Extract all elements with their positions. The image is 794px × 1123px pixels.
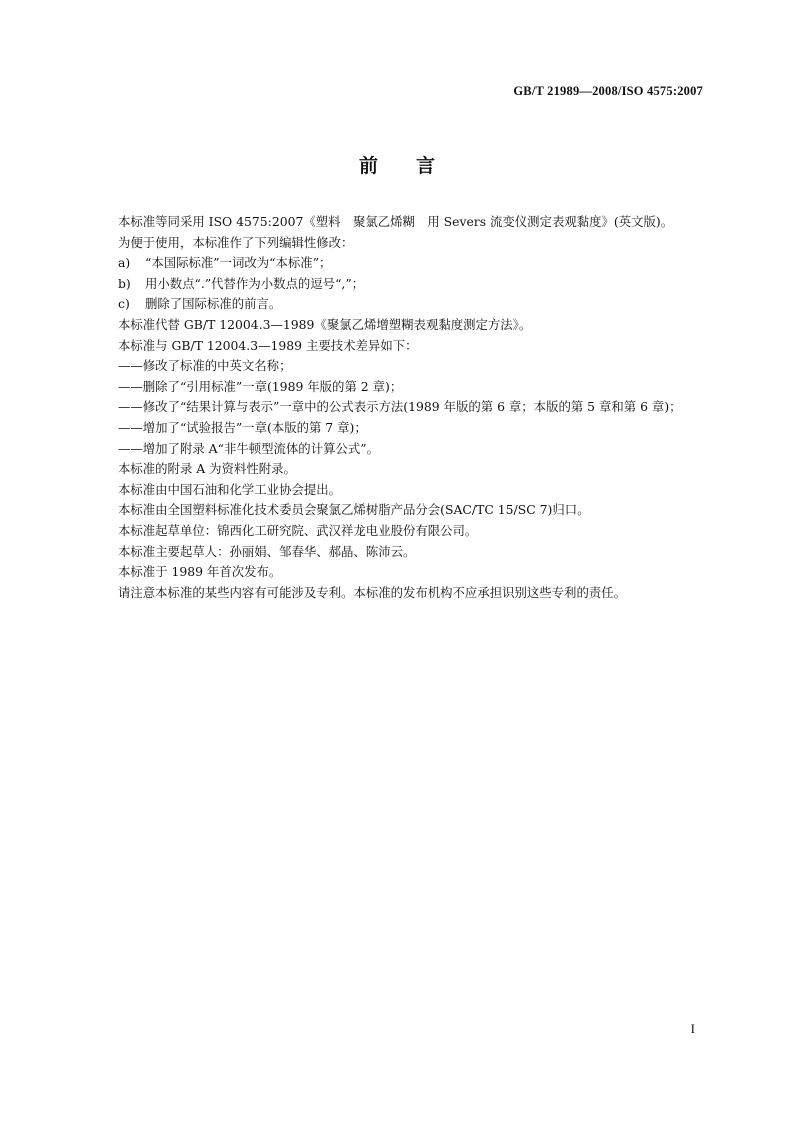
paragraph-edits-intro: 为便于使用，本标准作了下列编辑性修改： xyxy=(118,234,354,250)
paragraph-replaces: 本标准代替 GB/T 12004.3—1989《聚氯乙烯增塑糊表观黏度测定方法》。 xyxy=(118,316,532,332)
title-char-1: 前 xyxy=(358,155,378,177)
edit-item xyxy=(118,253,718,274)
edit-item-label: c) xyxy=(118,296,130,312)
paragraph-differences-intro: 本标准与 GB/T 12004.3—1989 主要技术差异如下： xyxy=(118,337,418,353)
paragraph-proposer: 本标准由中国石油和化学工业协会提出。 xyxy=(118,481,342,497)
paragraph-annex: 本标准的附录 A 为资料性附录。 xyxy=(118,461,296,477)
difference-item: ——增加了“试验报告”一章(本版的第 7 章)； xyxy=(118,419,367,435)
edit-item-text: “本国际标准”一词改为“本标准”； xyxy=(145,255,332,271)
paragraph-adoption: 本标准等同采用 ISO 4575:2007《塑料 聚氯乙烯糊 用 Severs 流变仪测定表观黏度》(英文版)。 xyxy=(118,214,674,229)
edit-item xyxy=(118,274,718,295)
edit-item xyxy=(118,294,718,315)
foreword-body xyxy=(118,212,718,603)
edit-item-label: a) xyxy=(118,255,131,271)
paragraph-patent-notice: 请注意本标准的某些内容有可能涉及专利。本标准的发布机构不应承担识别这些专利的责任。 xyxy=(118,584,627,600)
paragraph-drafting-units: 本标准起草单位：锦西化工研究院、武汉祥龙电业股份有限公司。 xyxy=(118,522,478,538)
paragraph-first-release: 本标准于 1989 年首次发布。 xyxy=(118,564,282,580)
standard-code: GB/T 21989—2008/ISO 4575:2007 xyxy=(513,84,703,98)
page-title xyxy=(0,151,794,178)
edit-item-label: b) xyxy=(118,275,131,291)
title-char-2: 言 xyxy=(416,155,436,177)
paragraph-drafters: 本标准主要起草人：孙丽娟、邹春华、郝晶、陈沛云。 xyxy=(118,543,416,559)
difference-item: ——增加了附录 A“非牛顿型流体的计算公式”。 xyxy=(118,440,379,456)
difference-item: ——删除了“引用标准”一章(1989 年版的第 2 章)； xyxy=(118,378,403,394)
paragraph-committee: 本标准由全国塑料标准化技术委员会聚氯乙烯树脂产品分会(SAC/TC 15/SC 7)归口。 xyxy=(118,502,590,518)
edit-item-text: 删除了国际标准的前言。 xyxy=(145,296,282,312)
difference-item: ——修改了标准的中英文名称； xyxy=(118,358,292,374)
edit-item-text: 用小数点“.”代替作为小数点的逗号“,”； xyxy=(145,275,365,291)
page-number: I xyxy=(690,1021,695,1036)
difference-item: ——修改了“结果计算与表示”一章中的公式表示方法(1989 年版的第 6 章；本版的第 5 章和第 6 章)； xyxy=(118,399,682,415)
